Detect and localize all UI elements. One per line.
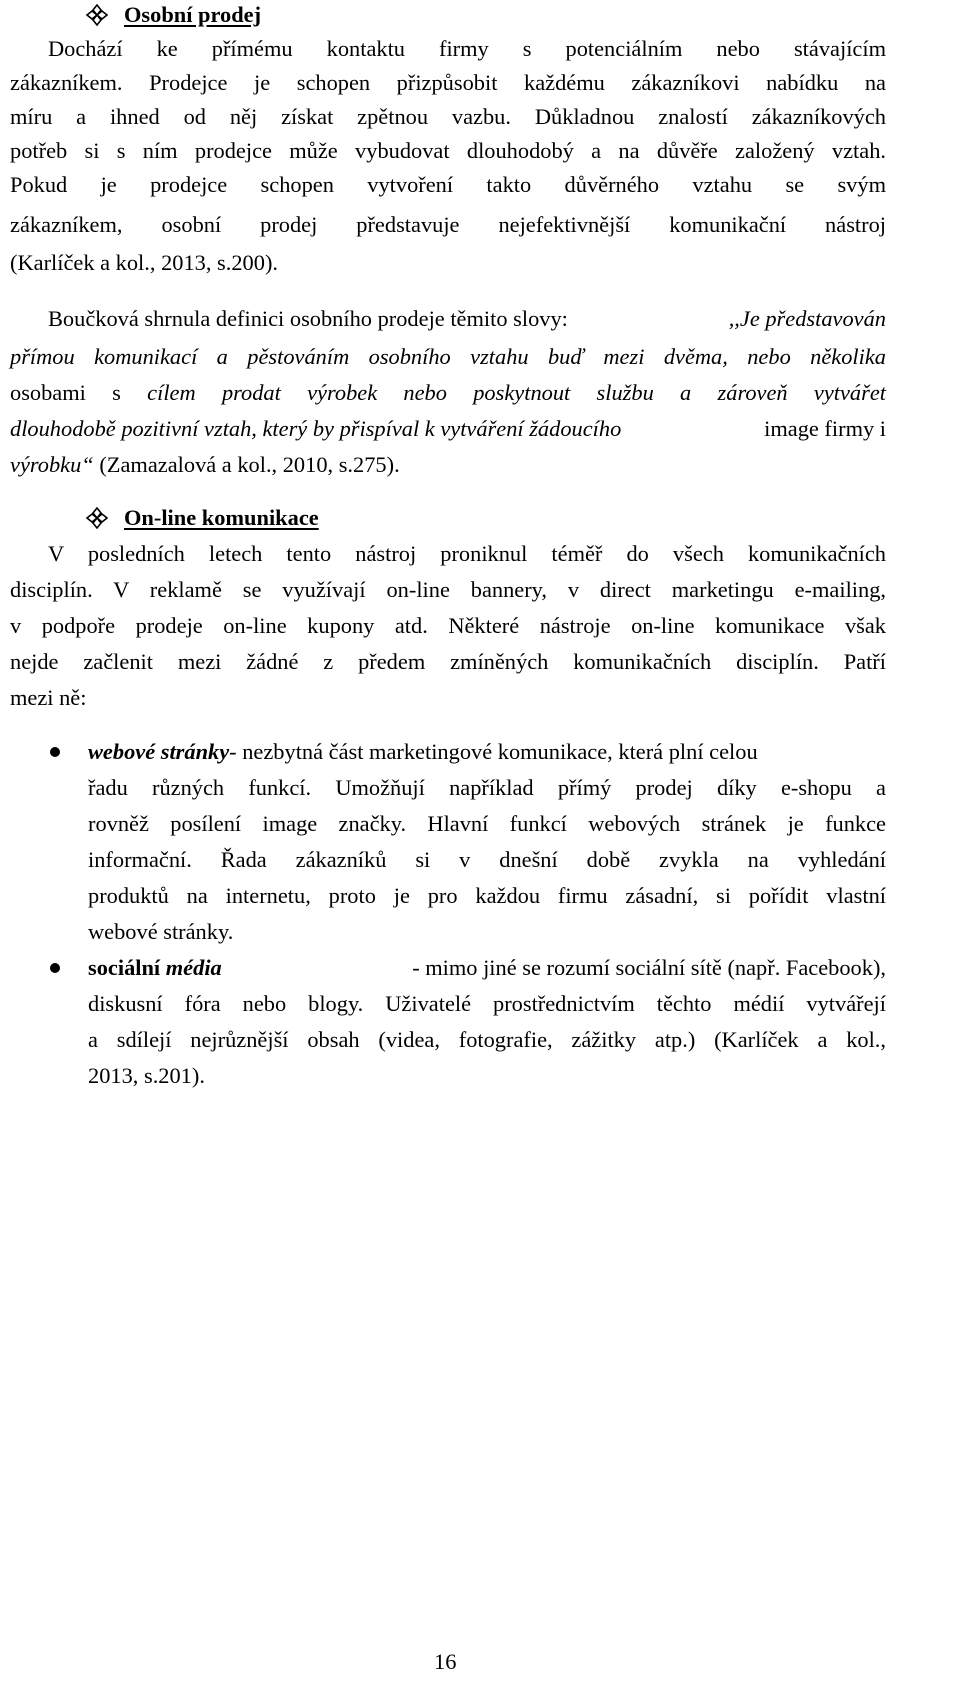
citation: (Zamazalová a kol., 2010, s.275). xyxy=(93,452,400,477)
quote-line xyxy=(10,454,400,476)
quote-text: ,,Je představován xyxy=(728,306,886,331)
list-item-line: produktů na internetu, proto je pro každou firmu zásadní, si pořídit vlastní xyxy=(88,883,886,908)
paragraph-line: zákazníkem, osobní prodej představuje nejefektivnější komunikační nástroj xyxy=(10,212,886,237)
list-term: sociální xyxy=(88,955,166,980)
list-text: - mimo jiné se rozumí sociální sítě (např. Facebook), xyxy=(412,955,886,980)
list-text: - nezbytná část marketingové komunikace, která plní celou xyxy=(229,739,758,764)
list-item-line: rovněž posílení image značky. Hlavní funkcí webových stránek je funkce xyxy=(88,811,886,836)
list-item-line: řadu různých funkcí. Umožňují například přímý prodej díky e-shopu a xyxy=(88,775,886,800)
quote-text-plain: image firmy i xyxy=(764,416,886,441)
paragraph-line: Dochází ke přímému kontaktu firmy s potenciálním nebo stávajícím xyxy=(48,36,886,61)
paragraph-line: (Karlíček a kol., 2013, s.200). xyxy=(10,250,278,275)
list-item-line xyxy=(88,957,886,979)
list-term: média xyxy=(165,955,222,980)
list-item-line: webové stránky. xyxy=(88,919,234,944)
quote-text: výrobku“ xyxy=(10,452,94,477)
paragraph-line: disciplín. V reklamě se využívají on-line bannery, v direct marketingu e-mailing, xyxy=(10,577,886,602)
paragraph-line: mezi ně: xyxy=(10,685,87,710)
paragraph-line: nejde začlenit mezi žádné z předem zmíněných komunikačních disciplín. Patří xyxy=(10,649,886,674)
list-item-line: informační. Řada zákazníků si v dnešní době zvykla na vyhledání xyxy=(88,847,886,872)
paragraph-line: míru a ihned od něj získat zpětnou vazbu. Důkladnou znalostí zákazníkových xyxy=(10,104,886,129)
list-item-line: a sdílejí nejrůznější obsah (videa, fotografie, zážitky atp.) (Karlíček a kol., xyxy=(88,1027,886,1052)
quote-text-plain: osobami s xyxy=(10,380,148,405)
list-item-line: diskusní fóra nebo blogy. Uživatelé prostřednictvím těchto médií vytvářejí xyxy=(88,991,886,1016)
list-item-line xyxy=(88,741,886,763)
paragraph-line: v podpoře prodeje on-line kupony atd. Některé nástroje on-line komunikace však xyxy=(10,613,886,638)
paragraph-line: zákazníkem. Prodejce je schopen přizpůsobit každému zákazníkovi nabídku na xyxy=(10,70,886,95)
quote-line xyxy=(48,308,886,330)
page-number: 16 xyxy=(434,1649,457,1674)
bullet-icon xyxy=(50,747,60,757)
bullet-icon xyxy=(50,963,60,973)
section-heading-osobni-prodej: Osobní prodej xyxy=(124,2,262,27)
list-term: webové stránky xyxy=(88,739,230,764)
section-heading-online-komunikace: On-line komunikace xyxy=(124,505,319,530)
quote-line xyxy=(10,346,886,368)
paragraph-line: potřeb si s ním prodejce může vybudovat dlouhodobý a na důvěře založený vztah. xyxy=(10,138,886,163)
quote-line xyxy=(10,418,886,440)
quote-text: dlouhodobě pozitivní vztah, který by přispíval k vytváření žádoucího xyxy=(10,416,622,441)
quote-text: cílem prodat výrobek nebo poskytnout službu a zároveň vytvářet xyxy=(147,380,886,405)
list-item-line: 2013, s.201). xyxy=(88,1063,205,1088)
paragraph-line: Pokud je prodejce schopen vytvoření takto důvěrného vztahu se svým xyxy=(10,172,886,197)
diamond-icon xyxy=(86,507,108,529)
paragraph-line: V posledních letech tento nástroj proniknul téměř do všech komunikačních xyxy=(48,541,886,566)
quote-line xyxy=(10,382,886,404)
quote-text: přímou komunikací a pěstováním osobního vztahu buď mezi dvěma, nebo několika xyxy=(10,344,886,369)
quote-intro: Boučková shrnula definici osobního prodeje těmito slovy: xyxy=(48,306,568,331)
diamond-icon xyxy=(86,4,108,26)
